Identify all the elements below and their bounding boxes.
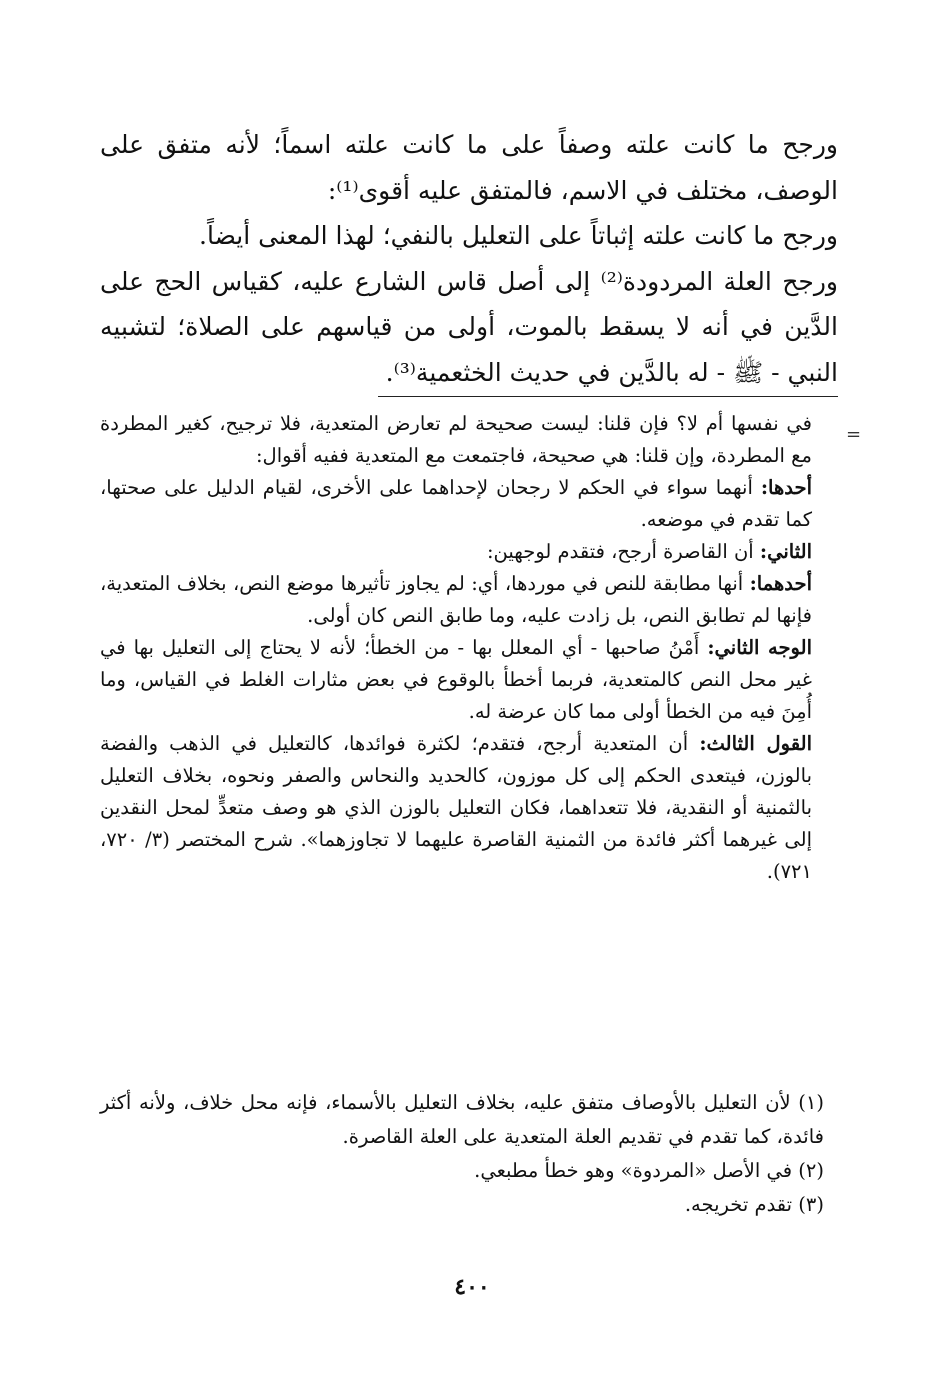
note-paragraph: أحدها: أنهما سواء في الحكم لا رجحان لإحداهما على الأخرى، لقيام الدليل على صحتها، كما تقدم في موضعه.: [100, 476, 812, 531]
note-lead: الثاني:: [759, 540, 812, 563]
main-paragraph: ورجح العلة المردودة⁽²⁾ إلى أصل قاس الشارع عليه، كقياس الحج على الدَّين في أنه لا يسقط بالموت، أولى من قياسهم على الصلاة؛ لتشبيه النبي - ﷺ - له بالدَّين في حديث الخثعمية⁽³⁾.: [100, 266, 838, 387]
note-lead: أحدها:: [760, 476, 812, 499]
note-paragraph: الثاني: أن القاصرة أرجح، فتقدم لوجهين:: [486, 540, 812, 563]
note-lead: الوجه الثاني:: [707, 636, 812, 659]
footnotes: [100, 1086, 824, 1222]
footnote-2: (٢) في الأصل «المردوة» وهو خطأ مطبعي.: [474, 1159, 824, 1182]
margin-mark: =: [846, 424, 862, 445]
footnote-1: (١) لأن التعليل بالأوصاف متفق عليه، بخلاف التعليل بالأسماء، فإنه محل خلاف، ولأنه أكثر فائدة، كما تقدم في تقديم العلة المتعدية على العلة القاصرة.: [100, 1091, 824, 1148]
footnote-separator: [378, 396, 838, 397]
footnote-3: (٣) تقدم تخريجه.: [684, 1193, 824, 1216]
continued-footnote: [100, 408, 812, 888]
note-paragraph: أحدهما: أنها مطابقة للنص في موردها، أي: لم يجاوز تأثيرها موضع النص، بخلاف المتعدية، فإنها لم تطابق النص، بل زادت عليه، وما طابق النص كان أولى.: [100, 572, 812, 627]
note-lead: أحدهما:: [749, 572, 812, 595]
main-paragraph: ورجح ما كانت علته وصفاً على ما كانت علته اسماً؛ لأنه متفق على الوصف، مختلف في الاسم، فالمتفق عليه أقوى⁽¹⁾:: [100, 130, 838, 205]
main-text: [100, 122, 838, 395]
note-paragraph: الوجه الثاني: أَمْنُ صاحبها - أي المعلل بها - من الخطأ؛ لأنه لا يحتاج إلى التعليل بها في غير محل النص كالمتعدية، فربما أخطأ بالوقوع في بعض مثارات الغلط في القياس، وما أُمِنَ فيه من الخطأ أولى مما كان عرضة له.: [100, 636, 812, 723]
page-number: ٤٠٠: [454, 1274, 490, 1300]
note-paragraph: في نفسها أم لا؟ فإن قلنا: ليست صحيحة لم تعارض المتعدية، فلا ترجيح، كغير المطردة مع المطردة، وإن قلنا: هي صحيحة، فاجتمعت مع المتعدية ففيه أقوال:: [100, 412, 812, 467]
note-lead: القول الثالث:: [699, 732, 812, 755]
note-paragraph: القول الثالث: أن المتعدية أرجح، فتقدم؛ لكثرة فوائدها، كالتعليل في الذهب والفضة بالوزن، فيتعدى الحكم إلى كل موزون، كالحديد والنحاس والصفر ونحوه، بخلاف التعليل بالثمنية أو النقدية، فلا تتعداهما، فكان التعليل بالوزن الذي هو وصف متعدٍّ لمحل النقدين إلى غيرهما أكثر فائدة من الثمنية القاصرة عليهما لا تجاوزهما». شرح المختصر (٣/ ٧٢٠، ٧٢١).: [100, 732, 812, 883]
main-paragraph: ورجح ما كانت علته إثباتاً على التعليل بالنفي؛ لهذا المعنى أيضاً.: [199, 221, 838, 250]
